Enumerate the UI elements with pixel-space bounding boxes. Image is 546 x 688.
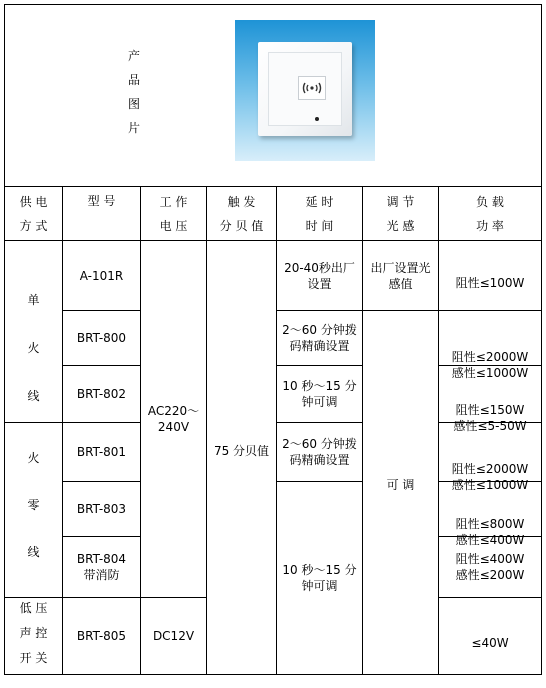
header-load [439,187,541,240]
supply-char: 声 控 [19,626,48,640]
label-char: 片 [127,121,140,135]
load-text: 阻性≤800W 感性≤400W [455,517,525,547]
header-trigger [207,187,276,240]
header-text: 电 压 [159,218,188,233]
sound-sensor-icon [298,76,326,100]
trigger-cell [207,241,276,661]
header-text: 型 号 [87,194,116,208]
model-cell [63,598,140,674]
supply-group-low-voltage [5,600,62,666]
supply-char: 开 关 [19,651,48,665]
model-cell [63,241,140,310]
label-char: 品 [127,73,140,87]
supply-char: 火 [27,451,40,465]
product-image-label [126,48,142,136]
header-text: 触 发 [227,194,256,209]
model-text: BRT-805 [76,629,127,643]
label-char: 产 [127,49,140,63]
load-text: 阻性≤150W 感性≤5-50W [453,403,527,433]
model-cell [63,366,140,422]
supply-char: 火 [27,341,40,355]
delay-text: 20-40秒出厂 设置 [284,260,355,291]
header-delay [277,187,362,240]
header-voltage [141,187,206,240]
header-text: 负 载 [476,194,504,209]
light-cell [363,311,438,658]
voltage-cell [141,241,206,597]
supply-char: 单 [27,293,40,307]
model-cell [63,482,140,536]
header-text: 功 率 [476,218,504,233]
model-text: BRT-800 [76,331,127,345]
supply-char: 低 压 [19,601,48,615]
supply-char: 零 [27,498,40,512]
delay-cell [277,482,362,674]
light-text: 出厂设置光 感值 [370,260,431,291]
model-text: BRT-802 [76,387,127,401]
load-cell [439,537,541,597]
light-cell [363,241,438,310]
delay-text: 10 秒～15 分 钟可调 [282,563,357,593]
delay-cell [277,241,362,310]
delay-cell [277,366,362,422]
switch-plate [258,42,352,136]
supply-char: 线 [27,389,40,403]
model-cell [63,311,140,365]
load-text: 阻性≤2000W 感性≤1000W [451,462,529,492]
delay-text: 2～60 分钟拨 码精确设置 [282,437,357,467]
header-model [63,187,140,215]
delay-text: 10 秒～15 分 钟可调 [282,379,357,409]
load-cell [439,598,541,688]
model-text: BRT-803 [76,502,127,516]
voltage-cell [141,598,206,674]
model-text: BRT-801 [76,445,127,459]
voltage-text: DC12V [152,629,195,643]
supply-group-single-live [5,292,62,404]
model-text: BRT-804 带消防 [76,552,127,582]
switch-plate-inner [268,52,342,126]
trigger-text: 75 分贝值 [213,444,270,458]
delay-text: 2～60 分钟拨 码精确设置 [282,323,357,353]
header-text: 时 间 [305,218,334,233]
header-text: 方 式 [19,218,48,233]
header-text: 调 节 [386,194,415,209]
delay-cell [277,311,362,365]
label-char: 图 [127,97,140,111]
model-text: A-101R [79,269,124,283]
delay-cell [277,423,362,481]
load-text: 阻性≤100W [455,276,525,290]
header-text: 工 作 [159,194,188,209]
model-cell [63,423,140,481]
header-text: 光 感 [386,218,415,233]
supply-group-live-neutral [5,450,62,560]
load-text: 阻性≤400W 感性≤200W [455,552,525,582]
header-supply [5,187,62,240]
model-cell [63,537,140,597]
header-text: 供 电 [19,194,48,209]
light-text: 可 调 [386,477,415,492]
voltage-text: AC220～ 240V [147,404,200,434]
indicator-led-icon [315,117,319,121]
load-text: 阻性≤2000W 感性≤1000W [451,350,529,380]
supply-char: 线 [27,545,40,559]
header-text: 延 时 [305,194,334,209]
header-text: 分 贝 值 [219,218,264,233]
load-text: ≤40W [471,636,509,650]
rule [541,4,542,675]
rule [4,4,542,5]
header-light [363,187,438,240]
